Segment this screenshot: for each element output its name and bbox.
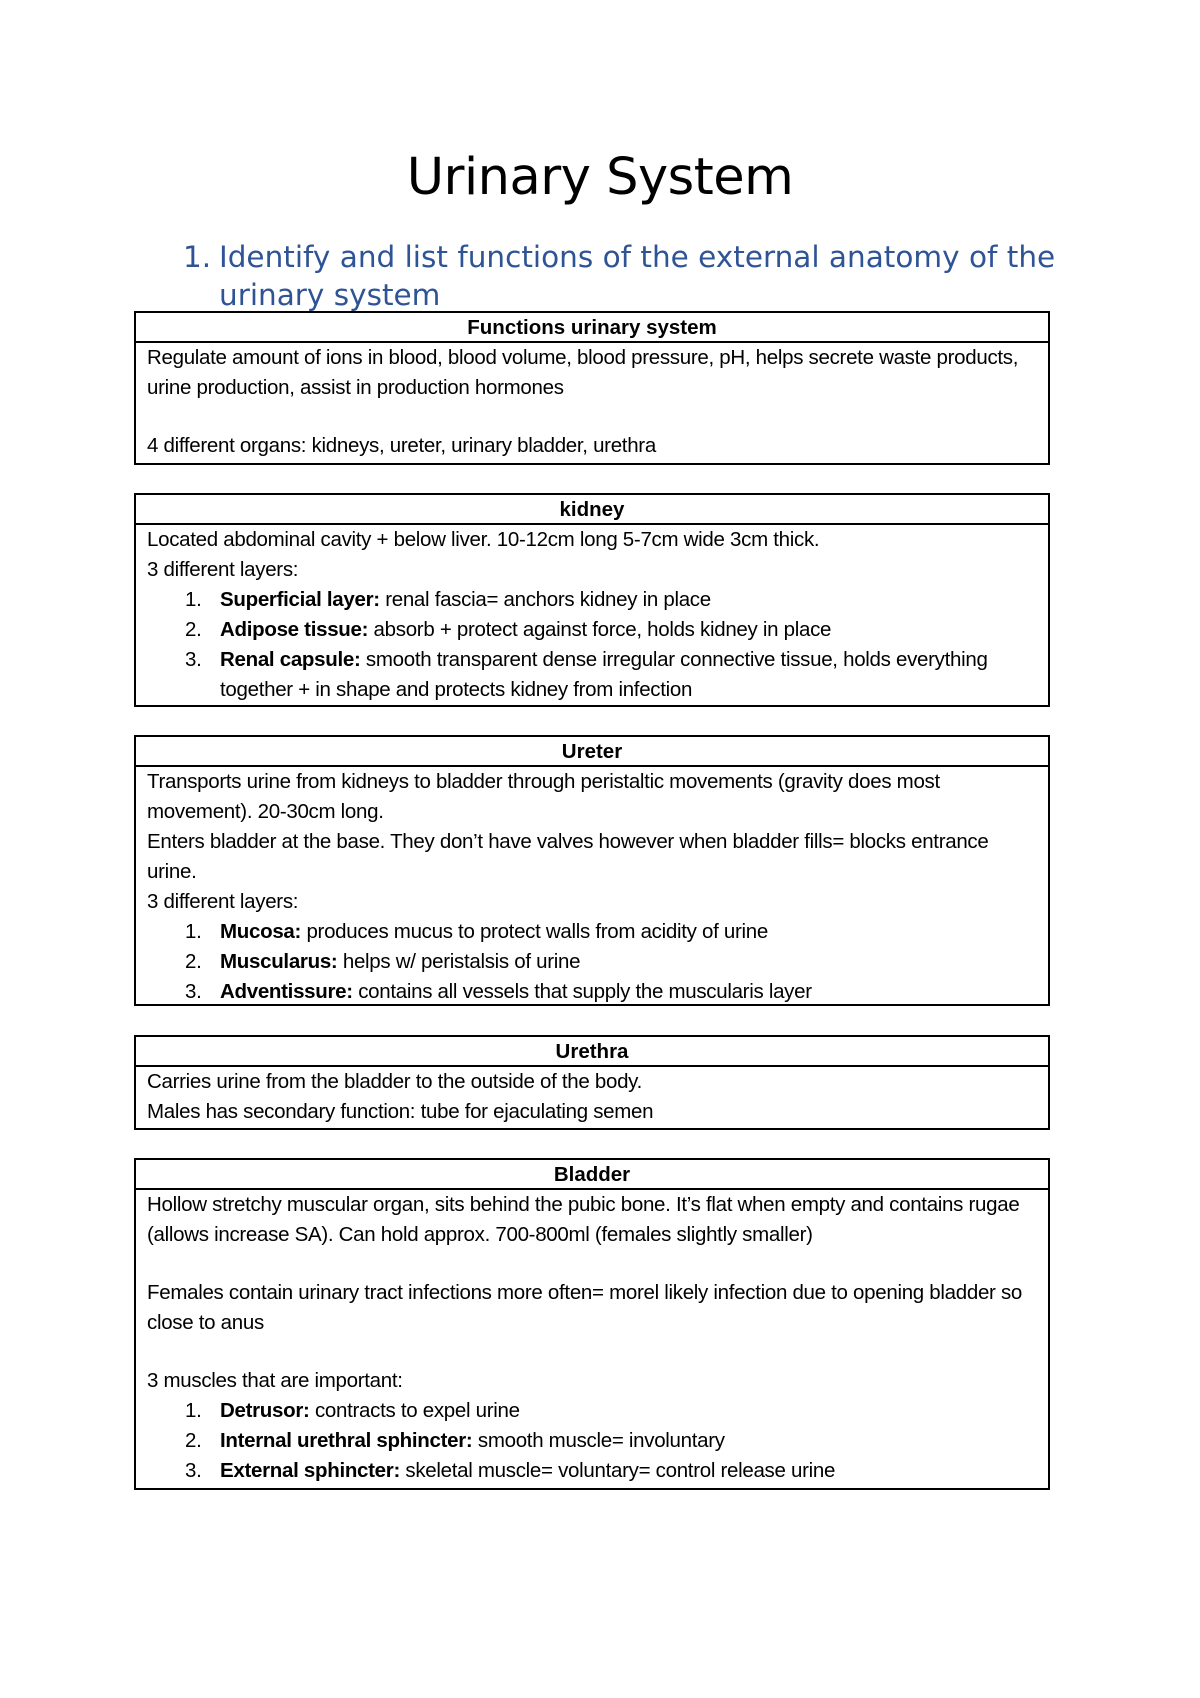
ureter-layers-list xyxy=(147,917,1040,1007)
bladder-body xyxy=(136,1190,1048,1486)
bladder-muscles-intro: 3 muscles that are important: xyxy=(147,1369,403,1392)
section-heading-text: Identify and list functions of the external anatomy of the urinary system xyxy=(219,240,1056,312)
urethra-body xyxy=(136,1067,1048,1127)
ureter-table xyxy=(134,735,1050,1006)
page-title: Urinary System xyxy=(406,148,794,207)
section-heading xyxy=(183,238,1063,314)
bladder-table xyxy=(134,1158,1050,1490)
functions-table xyxy=(134,311,1050,465)
bladder-header: Bladder xyxy=(136,1160,1048,1190)
list-item: 1. Detrusor: contracts to expel urine xyxy=(185,1399,520,1422)
urethra-text-2: Males has secondary function: tube for ejaculating semen xyxy=(147,1100,654,1123)
list-item: 2. Internal urethral sphincter: smooth muscle= involuntary xyxy=(185,1429,725,1452)
functions-text: Regulate amount of ions in blood, blood volume, blood pressure, pH, helps secrete waste products, urine production, assist in production hormones xyxy=(147,346,1019,399)
list-item: 1. Superficial layer: renal fascia= anchors kidney in place xyxy=(185,588,711,611)
kidney-header: kidney xyxy=(136,495,1048,525)
list-item: 2. Adipose tissue: absorb + protect against force, holds kidney in place xyxy=(185,618,832,641)
bladder-infection: Females contain urinary tract infections more often= morel likely infection due to opening bladder so close to anus xyxy=(147,1281,1023,1334)
list-item: 2. Muscularus: helps w/ peristalsis of urine xyxy=(185,950,581,973)
section-number: 1. xyxy=(183,240,212,274)
urethra-text-1: Carries urine from the bladder to the outside of the body. xyxy=(147,1070,643,1093)
bladder-description: Hollow stretchy muscular organ, sits behind the pubic bone. It’s flat when empty and contains rugae (allows increase SA). Can hold approx. 700-800ml (females slightly smaller) xyxy=(147,1193,1020,1246)
ureter-layers-intro: 3 different layers: xyxy=(147,890,299,913)
urethra-table xyxy=(134,1035,1050,1130)
bladder-muscles-list xyxy=(147,1396,1040,1486)
functions-header: Functions urinary system xyxy=(136,313,1048,343)
functions-body xyxy=(136,343,1048,461)
urethra-header: Urethra xyxy=(136,1037,1048,1067)
list-item: 1. Mucosa: produces mucus to protect walls from acidity of urine xyxy=(185,920,768,943)
list-item: 3. External sphincter: skeletal muscle= voluntary= control release urine xyxy=(185,1459,836,1482)
ureter-transport: Transports urine from kidneys to bladder through peristaltic movements (gravity does most movement). 20-30cm long. xyxy=(147,770,940,823)
ureter-body xyxy=(136,767,1048,1007)
kidney-table xyxy=(134,493,1050,707)
functions-organs: 4 different organs: kidneys, ureter, urinary bladder, urethra xyxy=(147,434,656,457)
kidney-location: Located abdominal cavity + below liver. 10-12cm long 5-7cm wide 3cm thick. xyxy=(147,528,820,551)
ureter-header: Ureter xyxy=(136,737,1048,767)
kidney-layers-intro: 3 different layers: xyxy=(147,558,299,581)
kidney-body xyxy=(136,525,1048,705)
list-item: 3. Renal capsule: smooth transparent dense irregular connective tissue, holds everything together + in shape and protects kidney from infection xyxy=(185,648,988,701)
kidney-layers-list xyxy=(147,585,1040,705)
ureter-entry: Enters bladder at the base. They don’t have valves however when bladder fills= blocks entrance urine. xyxy=(147,830,989,883)
list-item: 3. Adventissure: contains all vessels that supply the muscularis layer xyxy=(185,980,812,1003)
